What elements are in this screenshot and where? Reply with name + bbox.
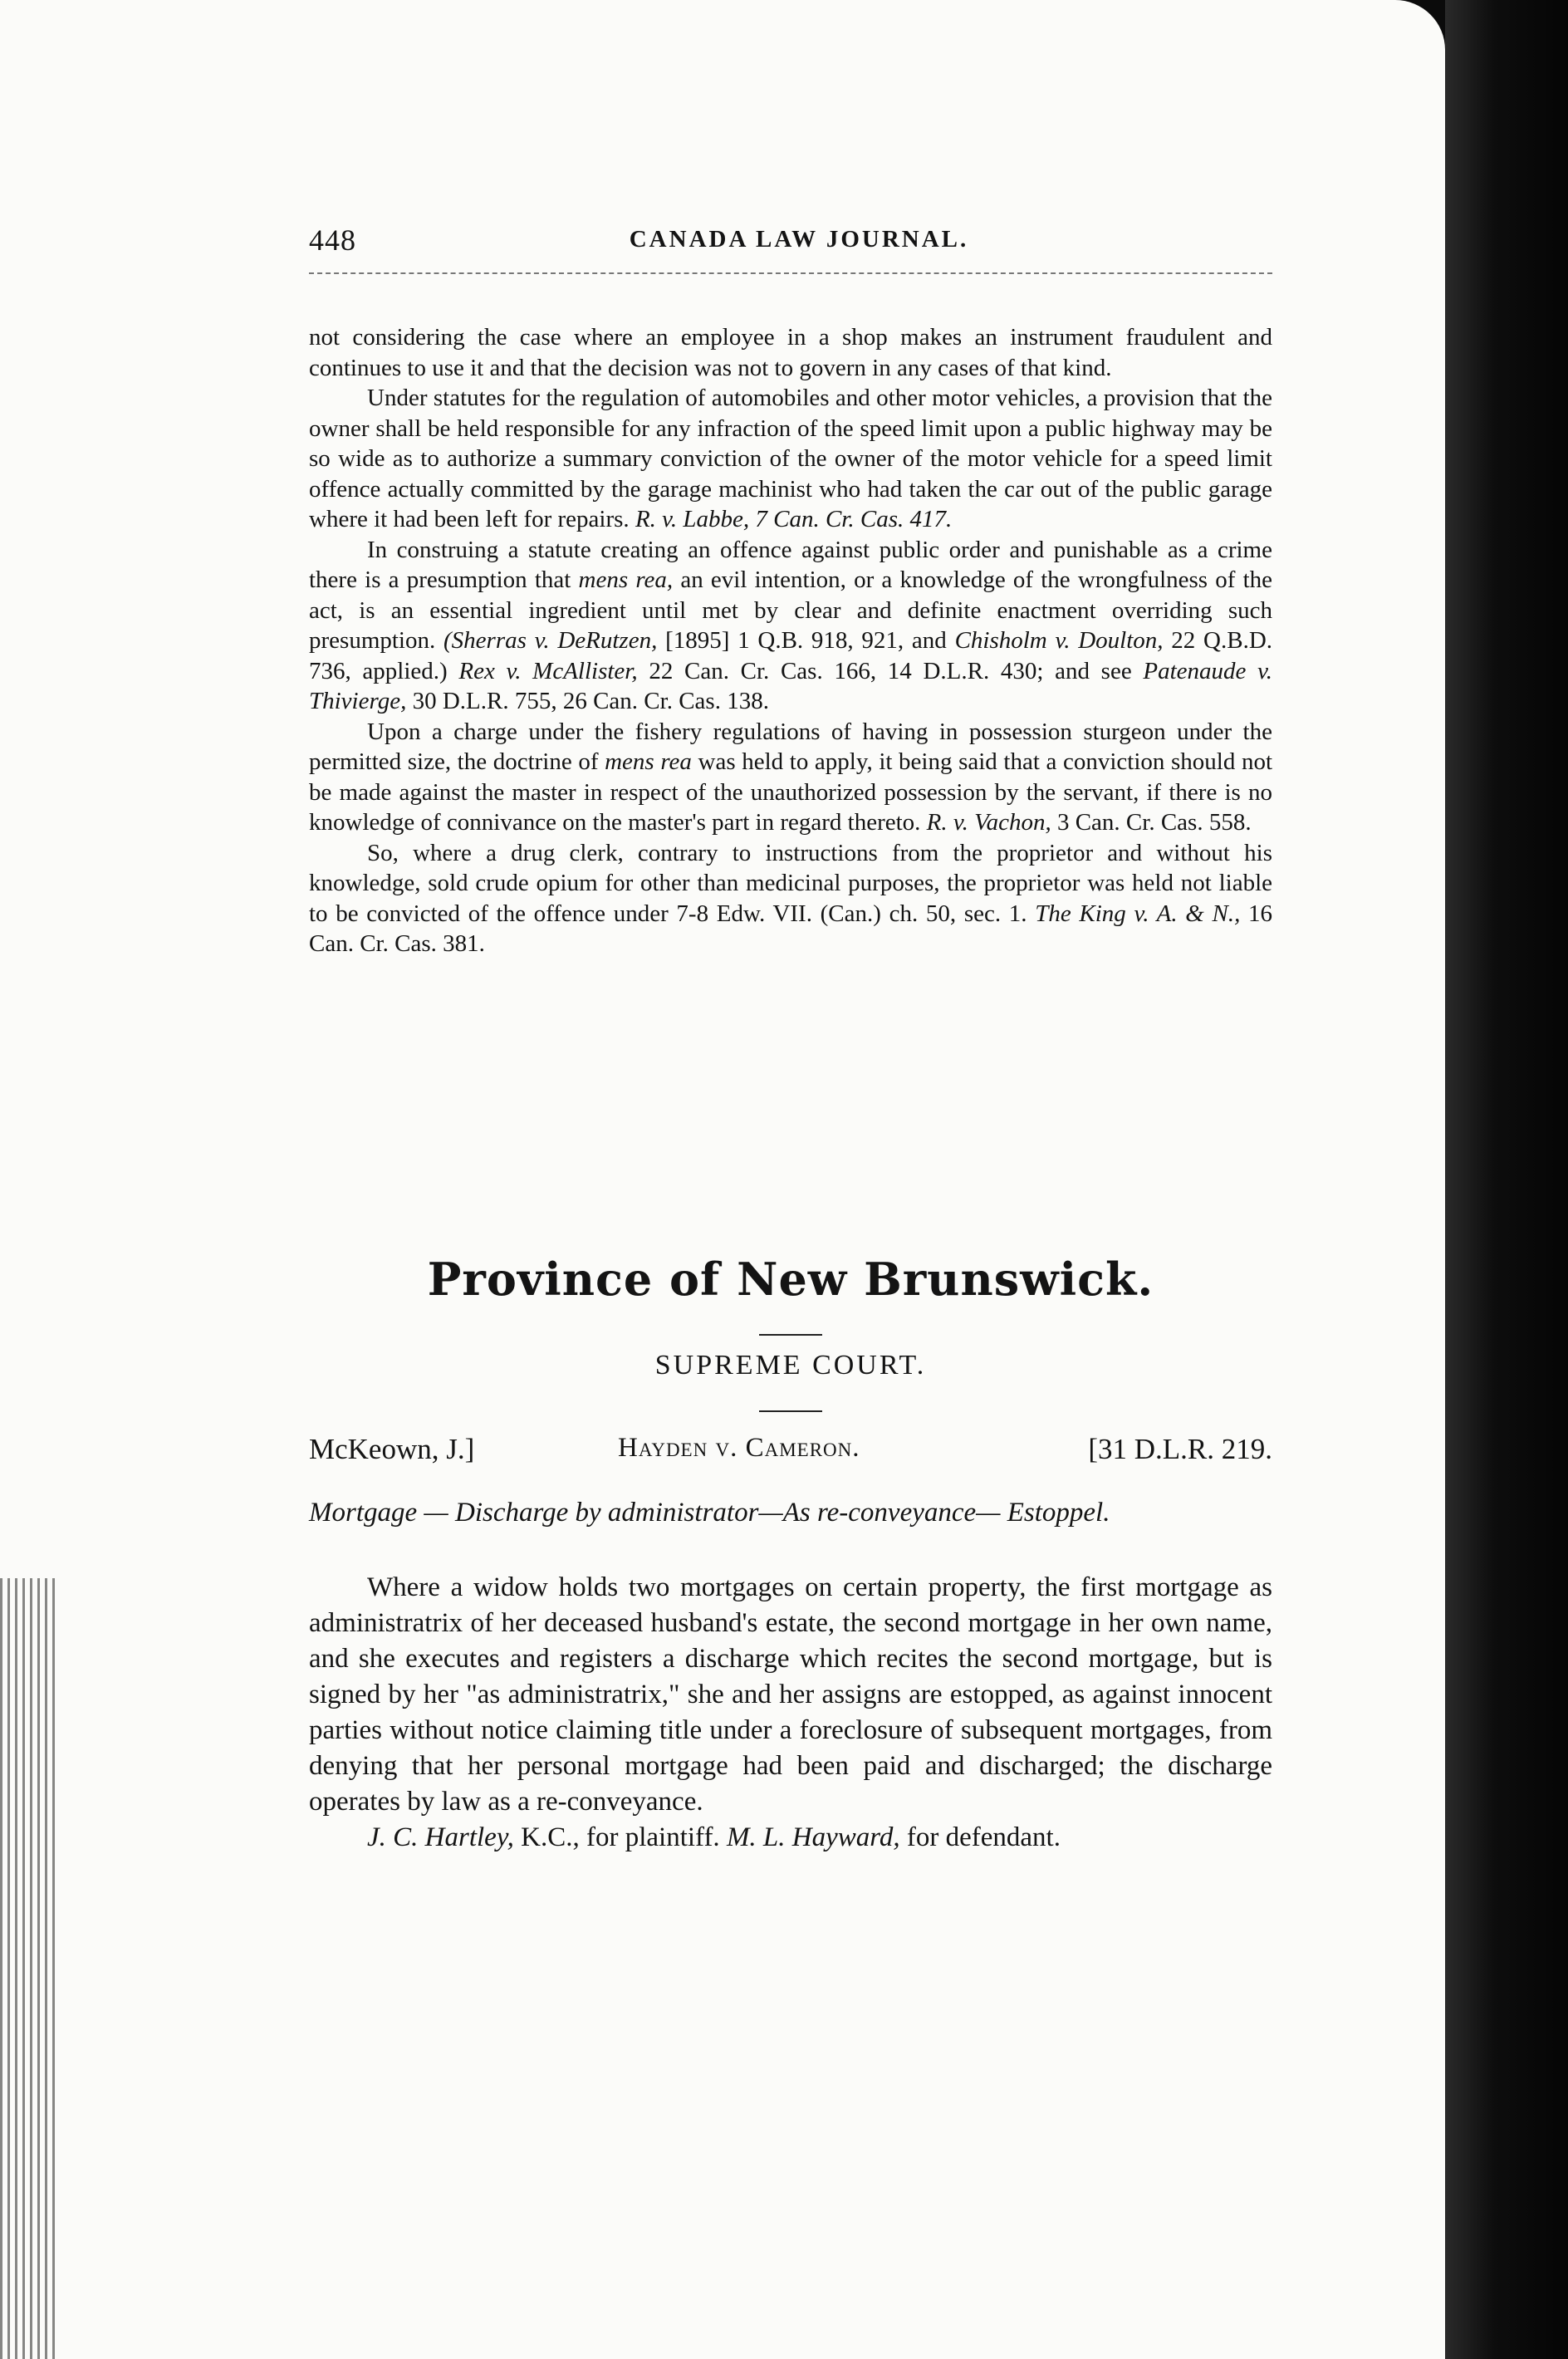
paragraph-4: Upon a charge under the fishery regulations of having in possession sturgeon under the permitted size, the doctrine of mens rea was held to apply, it being said that a conviction should not be made against the master in respect of the unauthorized possession by the servant, if there is no knowledge of connivance on the master's part in regard thereto. R. v. Vachon, 3 Can. Cr. Cas. 558. bbox=[309, 718, 1273, 836]
rule-above-court bbox=[759, 1334, 822, 1336]
case-citation: [31 D.L.R. 219. bbox=[1088, 1433, 1272, 1465]
page-header bbox=[309, 223, 1272, 264]
right-scan-edge bbox=[1445, 0, 1568, 2359]
paragraph-3: In construing a statute creating an offence against public order and punishable as a crime there is a presumption that mens rea, an evil intention, or a knowledge of the wrongfulness of the act, is an essential ingredient until met by clear and definite enactment overriding such presumption. (Sherras v. DeRutzen, [1895] 1 Q.B. 918, 921, and Chisholm v. Doulton, 22 Q.B.D. 736, applied.) Rex v. McAllister, 22 Can. Cr. Cas. 166, 14 D.L.R. 430; and see Patenaude v. Thivierge, 30 D.L.R. 755, 26 Can. Cr. Cas. 138. bbox=[309, 536, 1273, 714]
left-scan-shadow bbox=[0, 1578, 58, 2359]
case-row bbox=[309, 1433, 1272, 1474]
counsel-line: J. C. Hartley, K.C., for plaintiff. M. L. Hayward, for defendant. bbox=[367, 1822, 1061, 1852]
case-name: Hayden v. Cameron. bbox=[618, 1433, 860, 1463]
headnote-paragraph: Where a widow holds two mortgages on certain property, the first mortgage as administratrix of her deceased husband's estate, the second mortgage in her own name, and she executes and registers a discharge which recites the second mortgage, but is signed by her "as administratrix," she and her assigns are estopped, as against innocent parties without notice claiming title under a foreclosure of subsequent mortgages, from denying that her personal mortgage had been paid and discharged; the discharge operates by law as a re-conveyance. bbox=[309, 1572, 1272, 1817]
headnote-subject: Mortgage — Discharge by administrator—As re-conveyance— Estoppel. bbox=[309, 1498, 1110, 1528]
case-judge: McKeown, J.] bbox=[309, 1433, 475, 1465]
court-title: SUPREME COURT. bbox=[654, 1350, 927, 1381]
paragraph-5: So, where a drug clerk, contrary to instructions from the proprietor and without his knowledge, sold crude opium for other than medicinal purposes, the proprietor was held not liable to be convicted of the offence under 7-8 Edw. VII. (Can.) ch. 50, sec. 1. The King v. A. & N., 16 Can. Cr. Cas. 381. bbox=[309, 839, 1273, 957]
header-rule bbox=[309, 272, 1272, 274]
headnote bbox=[309, 1570, 1272, 1856]
page-number: 448 bbox=[309, 223, 356, 257]
body-text bbox=[309, 322, 1272, 959]
rule-below-court bbox=[759, 1410, 822, 1412]
citation-labbe: R. v. Labbe, 7 Can. Cr. Cas. 417. bbox=[635, 506, 953, 532]
section-heading: Province of New Brunswick. bbox=[427, 1253, 1154, 1306]
paragraph-2: Under statutes for the regulation of automobiles and other motor vehicles, a provision that the owner shall be held responsible for any infraction of the speed limit upon a public highway may be so wide as to authorize a summary conviction of the owner of the motor vehicle for a speed limit offence actually committed by the garage machinist who had taken the car out of the public garage where it had been left for repairs. R. v. Labbe, 7 Can. Cr. Cas. 417. bbox=[309, 385, 1272, 532]
paragraph-1: not considering the case where an employee in a shop makes an instrument fraudulent and continues to use it and that the decision was not to govern in any cases of that kind. bbox=[309, 324, 1272, 381]
running-head: CANADA LAW JOURNAL. bbox=[629, 226, 969, 253]
